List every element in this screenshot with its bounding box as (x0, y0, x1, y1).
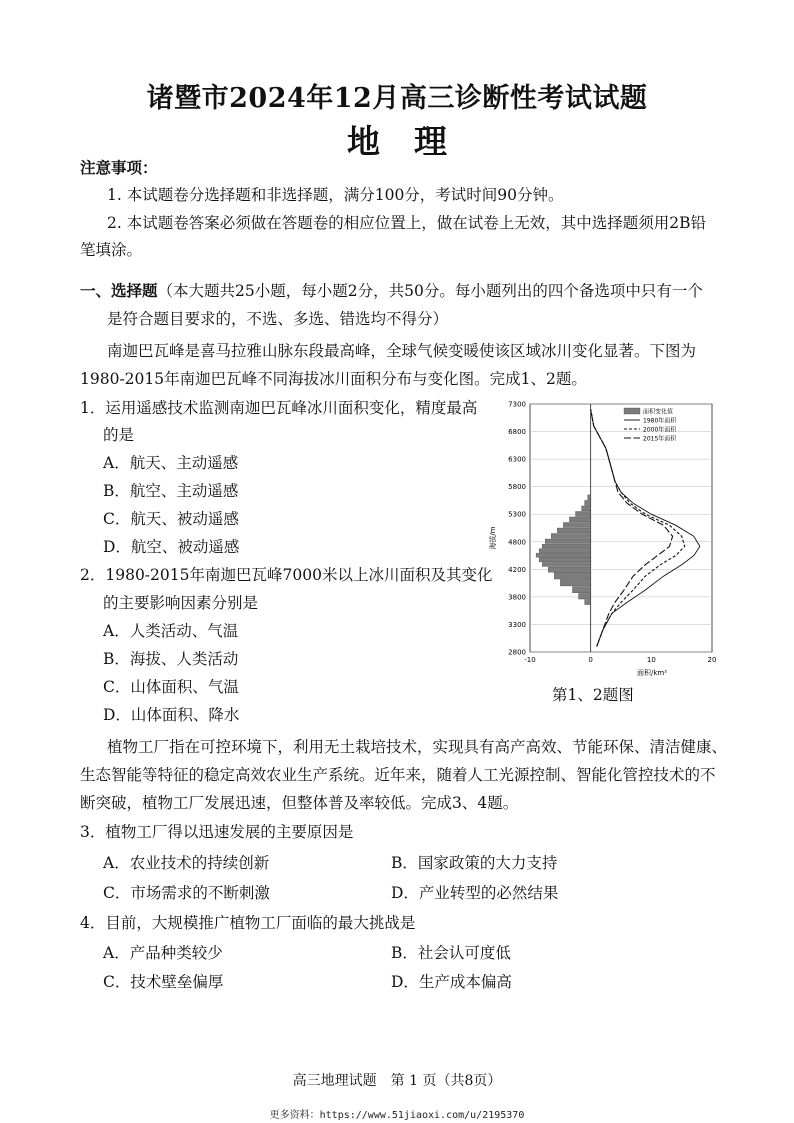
material2-line2: 生态智能等特征的稳定高效农业生产系统。近年来，随着人工光源控制、智能化管控技术的不 (80, 766, 716, 784)
x-tick-label: 10 (646, 656, 656, 664)
change-bar (548, 567, 590, 572)
q3-option-b: B．国家政策的大力支持 (391, 854, 558, 872)
y-tick-label: 5300 (508, 510, 526, 519)
q3-stem: 3．植物工厂得以迅速发展的主要原因是 (80, 823, 354, 841)
q1-stem: 1．运用遥感技术监测南迦巴瓦峰冰川面积变化，精度最高 (80, 399, 478, 417)
x-tick-label: -10 (524, 656, 536, 664)
y-tick-label: 3800 (508, 593, 526, 602)
y-tick-label: 4200 (508, 565, 526, 574)
q2-option-c: C．山体面积、气温 (103, 678, 239, 696)
change-bar (539, 549, 591, 553)
material2-line1: 植物工厂指在可控环境下，利用无土栽培技术，实现具有高产高效、节能环保、清洁健康、 (107, 738, 728, 756)
y-axis-label: 海拔/m (489, 526, 497, 550)
q3-option-d: D．产业转型的必然结果 (391, 884, 559, 902)
section1-line1 (80, 281, 703, 301)
change-bar (588, 495, 591, 500)
change-bar (557, 528, 590, 533)
y-tick-label: 7300 (508, 400, 526, 409)
material1-line2: 1980-2015年南迦巴瓦峰不同海拔冰川面积分布与变化图。完成1、2题。 (80, 370, 587, 388)
change-bar (563, 522, 590, 527)
change-bar (579, 593, 591, 599)
notice-item-1: 1. 本试题卷分选择题和非选择题，满分100分，考试时间90分钟。 (107, 186, 564, 204)
q3-option-a: A．农业技术的持续创新 (103, 854, 270, 872)
change-bar (542, 544, 591, 548)
y-tick-label: 6300 (508, 455, 526, 464)
change-bar (569, 517, 590, 522)
change-bar (545, 539, 591, 543)
change-bar (554, 573, 590, 579)
material1-line1: 南迦巴瓦峰是喜马拉雅山脉东段最高峰，全球气候变暖使该区域冰川变化显著。下图为 (107, 342, 697, 360)
y-tick-label: 3300 (508, 620, 526, 629)
legend-label: 2000年面积 (643, 426, 677, 434)
legend-swatch-bar (624, 408, 640, 414)
change-bar (585, 600, 591, 605)
page-footer: 高三地理试题 第 1 页（共8页） (292, 1073, 502, 1089)
more-resources-link[interactable]: 更多资料：https://www.51jiaoxi.com/u/2195370 (269, 1110, 525, 1121)
q4-option-a: A．产品种类较少 (103, 944, 223, 962)
material2-line3: 断突破，植物工厂发展迅速，但整体普及率较低。完成3、4题。 (80, 794, 519, 812)
change-bar (560, 580, 590, 586)
q2-stem: 2．1980-2015年南迦巴瓦峰7000米以上冰川面积及其变化 (80, 566, 493, 584)
q2-stem-cont: 的主要影响因素分别是 (103, 594, 259, 612)
subject-title: 地理 (347, 122, 481, 161)
section1-desc: （本大题共25小题，每小题2分，共50分。每小题列出的四个备选项中只有一个 (157, 282, 703, 300)
change-bar (539, 558, 591, 562)
x-tick-label: 20 (707, 656, 717, 664)
notice-item-2: 2. 本试题卷答案必须做在答题卷的相应位置上，做在试卷上无效，其中选择题须用2B铅 (107, 214, 706, 232)
q1-option-d: D．航空、被动遥感 (103, 538, 240, 556)
y-tick-label: 5800 (508, 483, 526, 492)
section1-label: 一、选择题 (80, 281, 158, 300)
change-bar (551, 534, 590, 539)
y-tick-label: 4800 (508, 538, 526, 547)
x-axis-label: 面积/km² (636, 669, 668, 677)
exam-title: 诸暨市2024年12月高三诊断性考试试题 (146, 83, 648, 114)
change-bar (582, 506, 591, 511)
change-bar (576, 511, 591, 516)
q4-option-d: D．生产成本偏高 (391, 973, 512, 991)
q1-option-a: A．航天、主动遥感 (103, 454, 239, 472)
change-bar (572, 587, 590, 593)
q3-option-c: C．市场需求的不断刺激 (103, 884, 270, 902)
x-tick-label: 0 (588, 656, 593, 664)
legend-label: 面积变化值 (643, 408, 674, 416)
change-bar (585, 500, 591, 505)
y-tick-label: 2800 (508, 648, 526, 657)
legend-label: 1980年面积 (643, 417, 677, 425)
q1-option-b: B．航空、主动遥感 (103, 482, 239, 500)
q4-stem: 4．目前，大规模推广植物工厂面临的最大挑战是 (80, 914, 416, 932)
change-bar (542, 562, 591, 566)
notice-heading: 注意事项： (80, 158, 158, 177)
q1-option-c: C．航天、被动遥感 (103, 510, 239, 528)
q2-option-d: D．山体面积、降水 (103, 706, 240, 724)
legend-label: 2015年面积 (643, 435, 677, 443)
section1-line2: 是符合题目要求的，不选、多选、错选均不得分） (107, 310, 449, 328)
figure-caption: 第1、2题图 (552, 686, 634, 704)
notice-item-2-cont: 笔填涂。 (80, 241, 143, 259)
glacier-area-chart (484, 398, 720, 680)
change-bar (536, 553, 591, 557)
q2-option-b: B．海拔、人类活动 (103, 650, 239, 668)
y-tick-label: 6800 (508, 428, 526, 437)
q2-option-a: A．人类活动、气温 (103, 622, 239, 640)
q1-stem-cont: 的是 (103, 426, 135, 444)
q4-option-b: B．社会认可度低 (391, 944, 511, 962)
q4-option-c: C．技术壁垒偏厚 (103, 973, 224, 991)
